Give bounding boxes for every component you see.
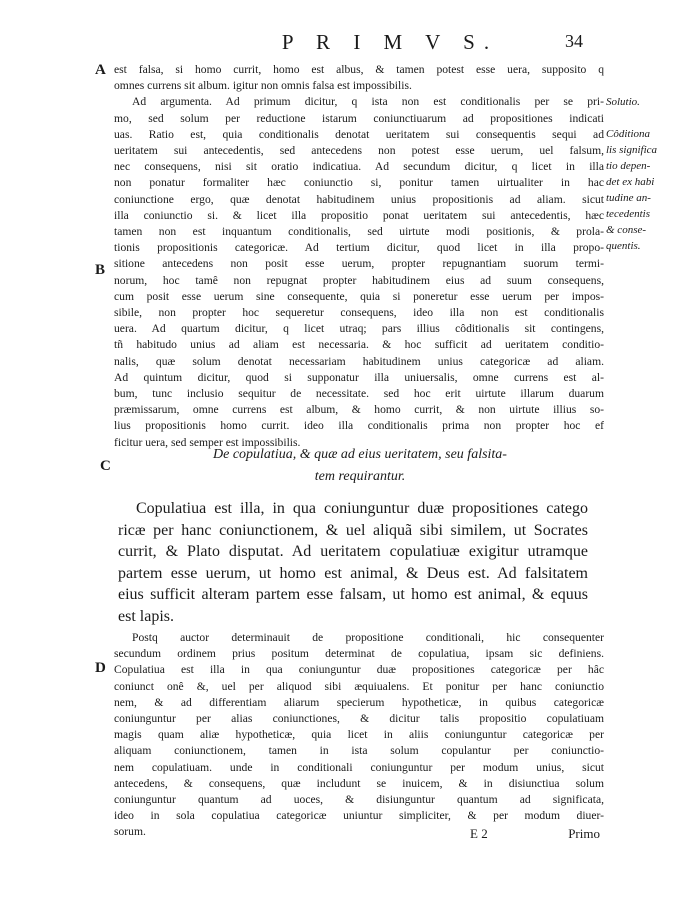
text-line: bum, tunc inclusio sequitur de necessitate. sed hoc erit uirtute illarum duarum: [114, 387, 604, 401]
text-line: non ponatur formaliter hæc coniunctio si, ponitur tamen uirtualiter in hac: [114, 176, 604, 190]
text-line: ideo in sola copulatiua categoricæ uniuntur simpliciter, & per modum diuer-: [114, 809, 604, 823]
marginal-note-line: tecedentis: [606, 208, 650, 220]
text-line: ricæ per hanc coniunctionem, & uel aliquã sibi similem, ut Socrates: [118, 521, 588, 539]
marginal-note-line: tudine an-: [606, 192, 651, 204]
text-line: est lapis.: [118, 607, 174, 625]
text-line: sibile, non propter hoc sequeretur consequens, ideo illa non est conditionalis: [114, 306, 604, 320]
section-heading-line: De copulatiua, & quæ ad eius ueritatem, seu falsita-: [213, 447, 507, 462]
page-footer: [470, 826, 600, 842]
marginal-note-line: tio depen-: [606, 160, 651, 172]
text-line: partem esse uerum, ut homo est animal, & Deus est. Ad falsitatem: [118, 564, 588, 582]
text-line: præmissarum, omne currens est album, & homo currit, & non uirtute illius so-: [114, 403, 604, 417]
text-line: coniunguntur per alias coniunctiones, & dicitur talis propositio copulatiuam: [114, 712, 604, 726]
text-line: coniunctione ergo, quæ denotat habitudinem unius propositionis ad aliam. sicut: [114, 192, 604, 206]
marginal-note-line: quentis.: [606, 240, 641, 252]
text-line: est falsa, si homo currit, homo est albus, & tamen potest esse uera, supposito q: [114, 63, 604, 76]
margin-letter-d: D: [95, 660, 106, 676]
text-line: coniunct onê &, uel per aliquod sibi æquiualens. Et ponitur per hanc coniunctio: [114, 679, 604, 693]
margin-letter-a: A: [95, 62, 106, 78]
text-line: secundum ordinem prius positum determinat de copulatiua, ipsam sic definiens.: [114, 647, 604, 661]
text-line: tionis propositionis categoricæ. Ad tertium dicitur, quod licet in illa propo-: [114, 241, 604, 255]
text-line: nalis, quæ solum denotat necessariam habitudinem unius categoricæ ad aliam.: [114, 354, 604, 368]
marginal-note-line: lis significa: [606, 144, 658, 156]
text-line: ficitur uera, sed semper est impossibilis.: [114, 435, 301, 449]
marginal-note-line: & conse-: [606, 224, 647, 236]
marginal-note-line: Côditiona: [606, 128, 651, 140]
text-line: illa coniunctio si. & licet illa propositio ponat ueritatem sui antecedentis, hæc: [114, 208, 604, 222]
text-line: ueritatem sui antecedentis, sed antecedens non potest esse uerum, uel falsum,: [114, 144, 604, 158]
definition-copulatiua: [118, 498, 588, 627]
text-line: tamen non est inquantum conditionalis, sed uirtute modi positionis, & prola-: [114, 225, 604, 239]
text-line: Copulatiua est illa in qua coniunguntur duæ propositiones categoricæ per hâc: [114, 663, 604, 677]
signature-mark: E 2: [470, 826, 488, 841]
text-line: Postq auctor determinauit de propositione conditionali, hic consequenter: [132, 631, 604, 644]
text-line: sorum.: [114, 825, 146, 839]
running-head: P R I M V S.: [281, 30, 499, 54]
catchword: Primo: [568, 826, 600, 841]
text-line: mo, sed solum per reductione istarum coniunctiuarum ad propositiones indicati: [114, 111, 604, 125]
text-line: currit, & Plato disputat. Ad ueritatem copulatiuæ exigitur utramque: [118, 543, 588, 560]
text-line: aliquam coniunctionem, tamen in ista solum copulantur per coniunctio-: [114, 744, 604, 758]
text-line: eius sufficit alteram partem esse falsam, ut homo est animal, & equus: [118, 586, 588, 603]
paragraph-argumenta: [114, 62, 604, 451]
commentary-copulatiua: [114, 630, 604, 841]
text-line: Ad quintum dicitur, quod si supponatur illa uniuersalis, omne currens est al-: [114, 370, 604, 384]
text-line: nec consequens, nisi sit oratio indicatiua. Ad secundum dicitur, q licet in illa: [114, 160, 604, 174]
text-line: magis quam aliæ hypotheticæ, quia licet in aliis coniunguntur categoricæ per: [114, 728, 604, 742]
section-heading: [160, 444, 560, 488]
text-line: lius propositionis homo currit. ideo illa conditionalis prima non propter hoc ef: [114, 419, 604, 433]
margin-letter-b: B: [95, 262, 106, 278]
margin-letter-c: C: [100, 458, 111, 474]
text-line: norum, hoc tamê non repugnat propter habitudinem eius ad suum consequens,: [114, 273, 604, 287]
text-line: antecedens, & consequens, quæ includunt se inuicem, & in disiunctiua solum: [114, 776, 604, 790]
text-line: tñ habitudo unius ad aliam est necessaria. & hoc sufficit ad ueritatem conditio-: [114, 338, 604, 352]
text-line: nem copulatiuam. unde in conditionali coniunguntur per modum unius, sicut: [114, 760, 604, 774]
text-line: omnes currens sit album. igitur non omnis falsa est impossibilis.: [114, 79, 412, 93]
text-line: coniunguntur quantum ad uoces, & disiunguntur quantum ad significata,: [114, 793, 604, 807]
text-line: uas. Ratio est, quia conditionalis denotat ueritatem sui consequentis sequi ad: [114, 127, 604, 141]
text-line: nem, & ad differentiam aliarum specierum hypotheticæ, in quibus categoricæ: [114, 695, 604, 709]
text-line: Ad argumenta. Ad primum dicitur, q ista non est conditionalis per se pri-: [132, 95, 604, 109]
text-line: cum posit esse uerum sine consequente, quia si poneretur esse uerum per impos-: [114, 289, 604, 303]
marginal-note-line: det ex habi: [606, 176, 655, 188]
section-heading-line: tem requirantur.: [314, 469, 406, 484]
text-line: Copulatiua est illa, in qua coniunguntur duæ propositiones catego: [136, 500, 588, 517]
page-number: 34: [565, 31, 583, 51]
text-line: uera. Ad quartum dicitur, q licet utraq; pars illius côditionalis sit contingens,: [114, 322, 604, 336]
marginal-note-solutio: Solutio.: [606, 96, 640, 108]
text-line: sitione antecedens non posit esse uerum, propter repugnantiam suorum termi-: [114, 257, 604, 271]
